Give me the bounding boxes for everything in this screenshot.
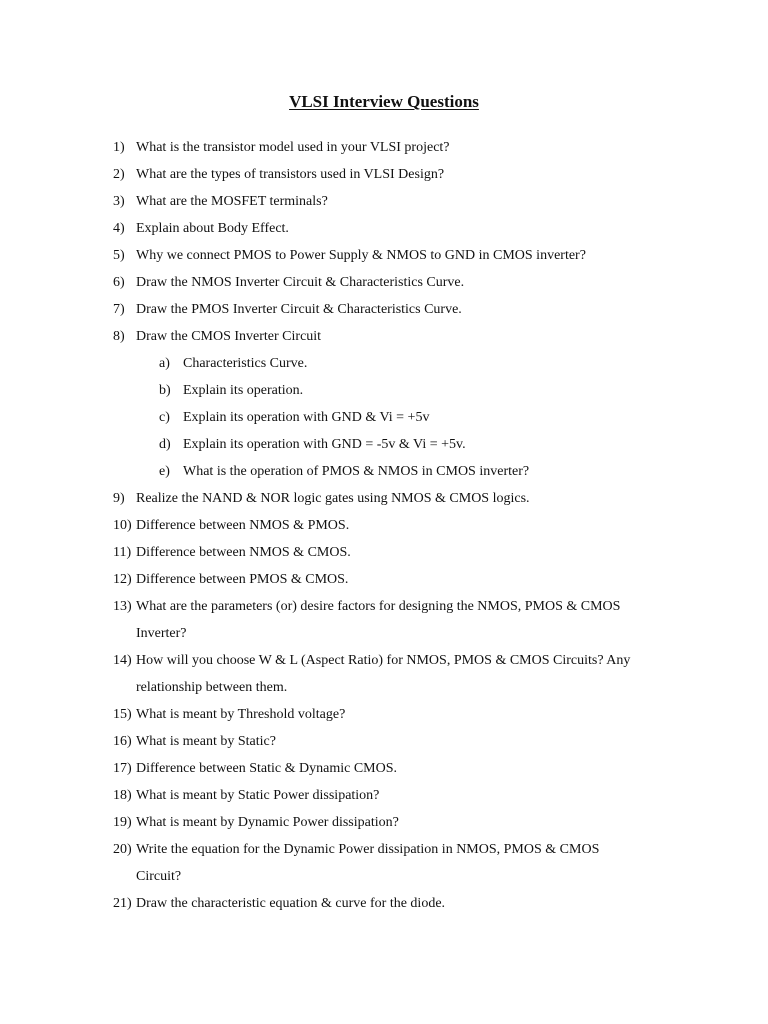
list-item-q3 bbox=[113, 188, 693, 215]
question-text: How will you choose W & L (Aspect Ratio) for NMOS, PMOS & CMOS Circuits? Any bbox=[136, 653, 631, 668]
list-item-q6 bbox=[113, 269, 693, 296]
question-text: What are the types of transistors used in VLSI Design? bbox=[136, 167, 445, 182]
question-number: 17) bbox=[113, 761, 132, 776]
question-text: What is meant by Static Power dissipation? bbox=[136, 788, 380, 803]
question-number: 11) bbox=[113, 545, 132, 560]
list-item-q16 bbox=[113, 728, 693, 755]
question-text: Difference between PMOS & CMOS. bbox=[136, 572, 349, 587]
question-text: Difference between Static & Dynamic CMOS. bbox=[136, 761, 398, 776]
question-text: What is meant by Dynamic Power dissipation? bbox=[136, 815, 399, 830]
list-item-q21 bbox=[113, 890, 693, 917]
question-number: 21) bbox=[113, 896, 132, 911]
question-list bbox=[113, 134, 693, 917]
question-text: What are the MOSFET terminals? bbox=[136, 194, 328, 209]
question-text: What is meant by Threshold voltage? bbox=[136, 707, 346, 722]
sub-item-b bbox=[113, 377, 693, 404]
list-item-q8 bbox=[113, 323, 693, 350]
sub-question-text: Explain its operation. bbox=[183, 383, 304, 398]
sub-item-c bbox=[113, 404, 693, 431]
document-title: VLSI Interview Questions bbox=[289, 92, 479, 111]
question-number: 13) bbox=[113, 599, 132, 614]
question-number: 1) bbox=[113, 140, 125, 155]
list-item-q13 bbox=[113, 593, 693, 620]
sub-question-text: Characteristics Curve. bbox=[183, 356, 308, 371]
sub-item-d bbox=[113, 431, 693, 458]
sub-question-letter: c) bbox=[159, 410, 170, 425]
question-number: 12) bbox=[113, 572, 132, 587]
sub-question-text: Explain its operation with GND & Vi = +5v bbox=[183, 410, 430, 425]
question-number: 20) bbox=[113, 842, 132, 857]
question-text: Draw the NMOS Inverter Circuit & Characteristics Curve. bbox=[136, 275, 465, 290]
list-item-q14 bbox=[113, 647, 693, 674]
question-number: 19) bbox=[113, 815, 132, 830]
question-number: 7) bbox=[113, 302, 125, 317]
list-item-q11 bbox=[113, 539, 693, 566]
question-number: 10) bbox=[113, 518, 132, 533]
question-continuation: Inverter? bbox=[136, 626, 187, 641]
list-item-q2 bbox=[113, 161, 693, 188]
question-number: 6) bbox=[113, 275, 125, 290]
question-text: What is the transistor model used in your VLSI project? bbox=[136, 140, 450, 155]
question-text: Write the equation for the Dynamic Power dissipation in NMOS, PMOS & CMOS bbox=[136, 842, 600, 857]
list-item-q19 bbox=[113, 809, 693, 836]
question-number: 18) bbox=[113, 788, 132, 803]
list-item-q5 bbox=[113, 242, 693, 269]
sub-item-e bbox=[113, 458, 693, 485]
question-number: 8) bbox=[113, 329, 125, 344]
question-text: Realize the NAND & NOR logic gates using NMOS & CMOS logics. bbox=[136, 491, 530, 506]
question-text: Draw the CMOS Inverter Circuit bbox=[136, 329, 322, 344]
question-text: What is meant by Static? bbox=[136, 734, 276, 749]
list-item-q9 bbox=[113, 485, 693, 512]
sub-question-letter: b) bbox=[159, 383, 171, 398]
question-number: 4) bbox=[113, 221, 125, 236]
list-item-q17 bbox=[113, 755, 693, 782]
question-number: 16) bbox=[113, 734, 132, 749]
question-number: 5) bbox=[113, 248, 125, 263]
question-number: 3) bbox=[113, 194, 125, 209]
question-continuation: relationship between them. bbox=[136, 680, 288, 695]
list-item-q20 bbox=[113, 836, 693, 863]
list-item-q7 bbox=[113, 296, 693, 323]
list-item-q12 bbox=[113, 566, 693, 593]
question-text: Draw the characteristic equation & curve for the diode. bbox=[136, 896, 446, 911]
question-number: 15) bbox=[113, 707, 132, 722]
question-number: 2) bbox=[113, 167, 125, 182]
list-item-q15 bbox=[113, 701, 693, 728]
question-text: Why we connect PMOS to Power Supply & NMOS to GND in CMOS inverter? bbox=[136, 248, 586, 263]
sub-question-text: Explain its operation with GND = -5v & Vi = +5v. bbox=[183, 437, 466, 452]
question-number: 9) bbox=[113, 491, 125, 506]
sub-question-letter: a) bbox=[159, 356, 170, 371]
question-text: Difference between NMOS & CMOS. bbox=[136, 545, 351, 560]
list-item-q10 bbox=[113, 512, 693, 539]
sub-question-letter: e) bbox=[159, 464, 170, 479]
question-text: Difference between NMOS & PMOS. bbox=[136, 518, 350, 533]
question-text: Draw the PMOS Inverter Circuit & Characteristics Curve. bbox=[136, 302, 462, 317]
list-item-q1 bbox=[113, 134, 693, 161]
question-continuation: Circuit? bbox=[136, 869, 182, 884]
question-text: Explain about Body Effect. bbox=[136, 221, 289, 236]
sub-item-a bbox=[113, 350, 693, 377]
sub-question-text: What is the operation of PMOS & NMOS in CMOS inverter? bbox=[183, 464, 530, 479]
list-item-q18 bbox=[113, 782, 693, 809]
list-item-q4 bbox=[113, 215, 693, 242]
question-number: 14) bbox=[113, 653, 132, 668]
sub-question-letter: d) bbox=[159, 437, 171, 452]
question-text: What are the parameters (or) desire factors for designing the NMOS, PMOS & CMOS bbox=[136, 599, 621, 614]
